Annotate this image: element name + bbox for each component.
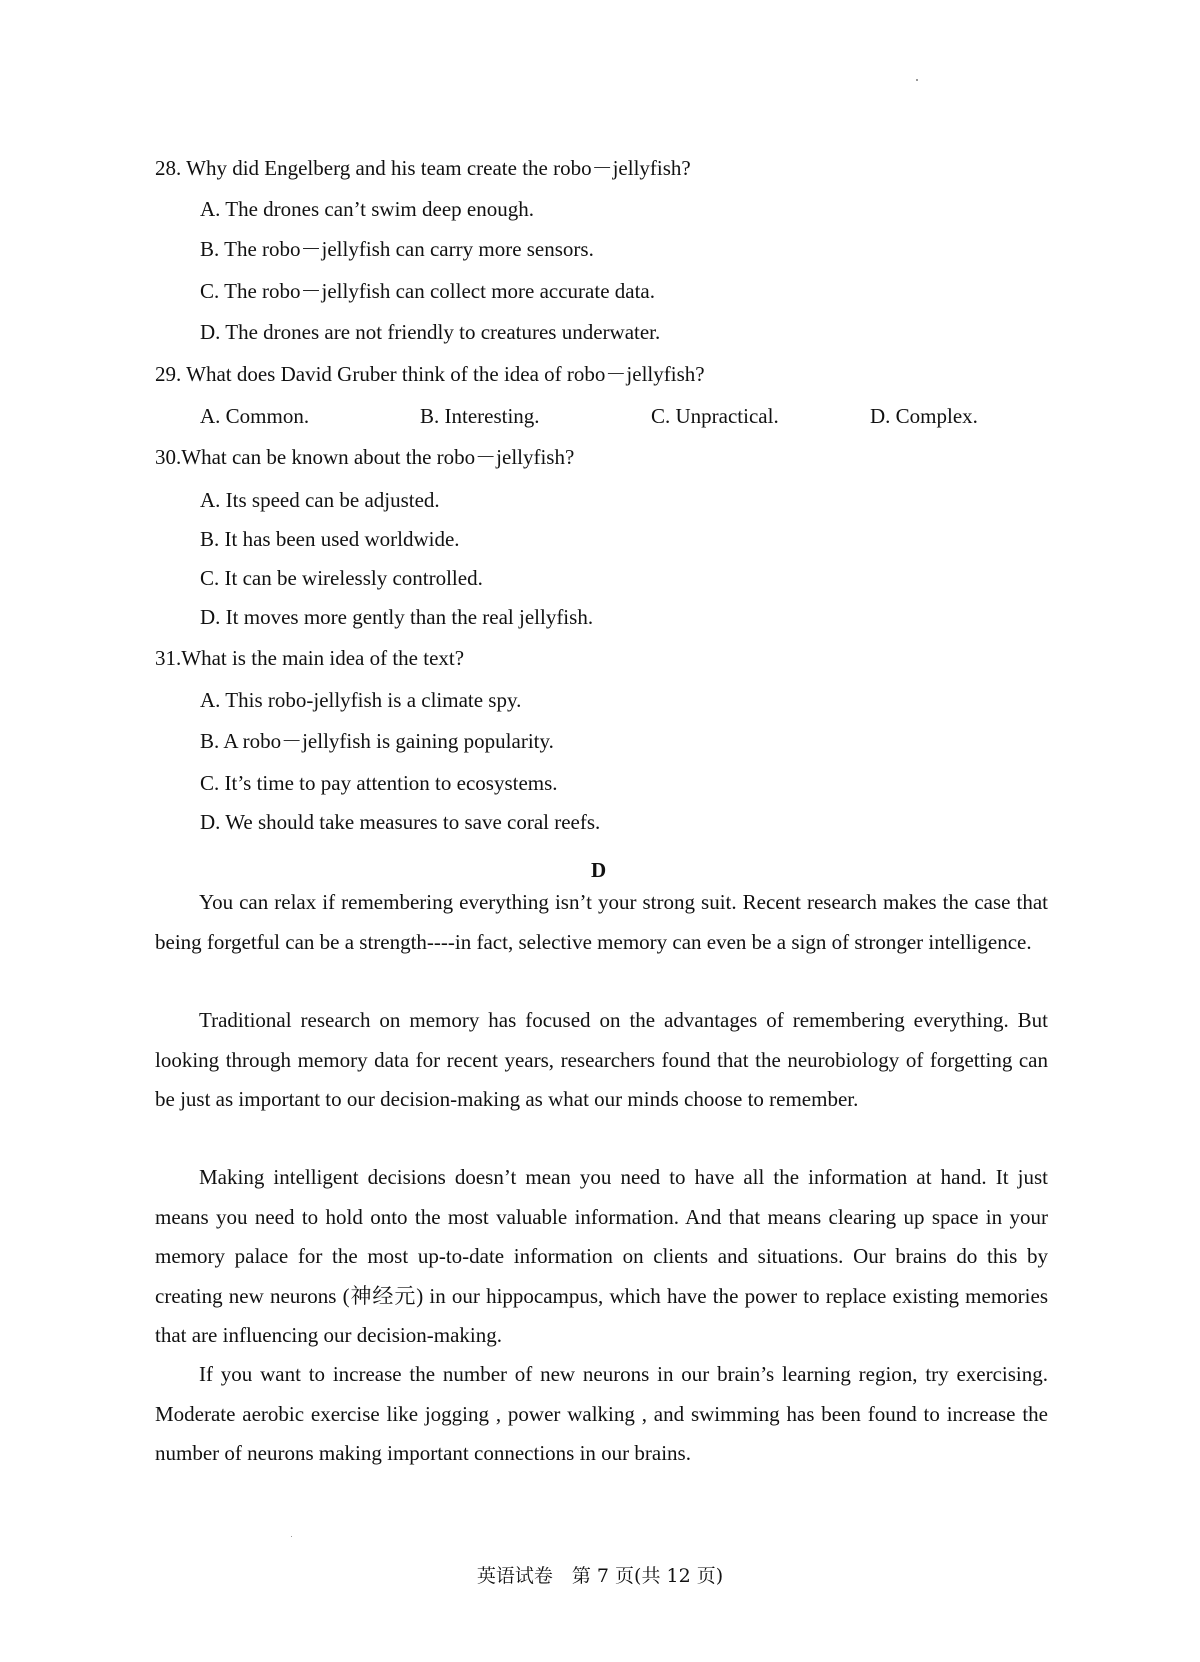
scan-speck <box>916 79 918 81</box>
question-30-option-b: B. It has been used worldwide. <box>200 527 460 551</box>
passage-paragraph-3: Making intelligent decisions doesn’t mean you need to have all the information at hand. It just means you need to hold onto the most valuable information. And that means clearing up space in your memory palace for the most up-to-date information on clients and situations. Our brains do this by creating new neurons (神经元) in our hippocampus, which have the power to replace existing memories that are influencing our decision-making. <box>155 1165 1048 1347</box>
passage-paragraph-2: Traditional research on memory has focused on the advantages of remembering everything. But looking through memory data for recent years, researchers found that the neurobiology of forgetting can be just as important to our decision-making as what our minds choose to remember. <box>155 1008 1048 1111</box>
passage-paragraph-1: You can relax if remembering everything isn’t your strong suit. Recent research makes the case that being forgetful can be a strength----in fact, selective memory can even be a sign of stronger intelligence. <box>155 890 1048 954</box>
passage-paragraph-4: If you want to increase the number of new neurons in our brain’s learning region, try exercising. Moderate aerobic exercise like jogging , power walking , and swimming has been found to increase the number of neurons making important connections in our brains. <box>155 1362 1048 1465</box>
question-29-option-b: B. Interesting. <box>420 404 540 428</box>
question-29-option-a: A. Common. <box>200 404 310 428</box>
question-30-option-d: D. It moves more gently than the real jellyfish. <box>200 605 594 629</box>
question-29-option-c: C. Unpractical. <box>651 404 779 428</box>
question-28-option-d: D. The drones are not friendly to creatures underwater. <box>200 320 661 344</box>
scan-speck <box>291 1536 292 1537</box>
section-title: D <box>591 858 607 882</box>
question-29-option-d: D. Complex. <box>870 404 978 428</box>
question-30-option-a: A. Its speed can be adjusted. <box>200 488 440 512</box>
question-31-option-c: C. It’s time to pay attention to ecosystems. <box>200 771 558 795</box>
question-28-option-c: C. The robo－jellyfish can collect more accurate data. <box>200 279 656 303</box>
question-29-stem: 29. What does David Gruber think of the idea of robo－jellyfish? <box>155 362 705 386</box>
question-30-option-c: C. It can be wirelessly controlled. <box>200 566 483 590</box>
question-31-option-a: A. This robo-jellyfish is a climate spy. <box>200 688 522 712</box>
question-31-stem: 31.What is the main idea of the text? <box>155 646 465 670</box>
question-28-stem: 28. Why did Engelberg and his team create the robo－jellyfish? <box>155 156 691 180</box>
question-31-option-b: B. A robo－jellyfish is gaining popularity. <box>200 729 554 753</box>
page-footer: 英语试卷 第 7 页(共 12 页) <box>476 1565 724 1587</box>
question-28-option-b: B. The robo－jellyfish can carry more sensors. <box>200 237 594 261</box>
question-31-option-d: D. We should take measures to save coral reefs. <box>200 810 601 834</box>
question-28-option-a: A. The drones can’t swim deep enough. <box>200 197 534 221</box>
question-30-stem: 30.What can be known about the robo－jellyfish? <box>155 445 575 469</box>
